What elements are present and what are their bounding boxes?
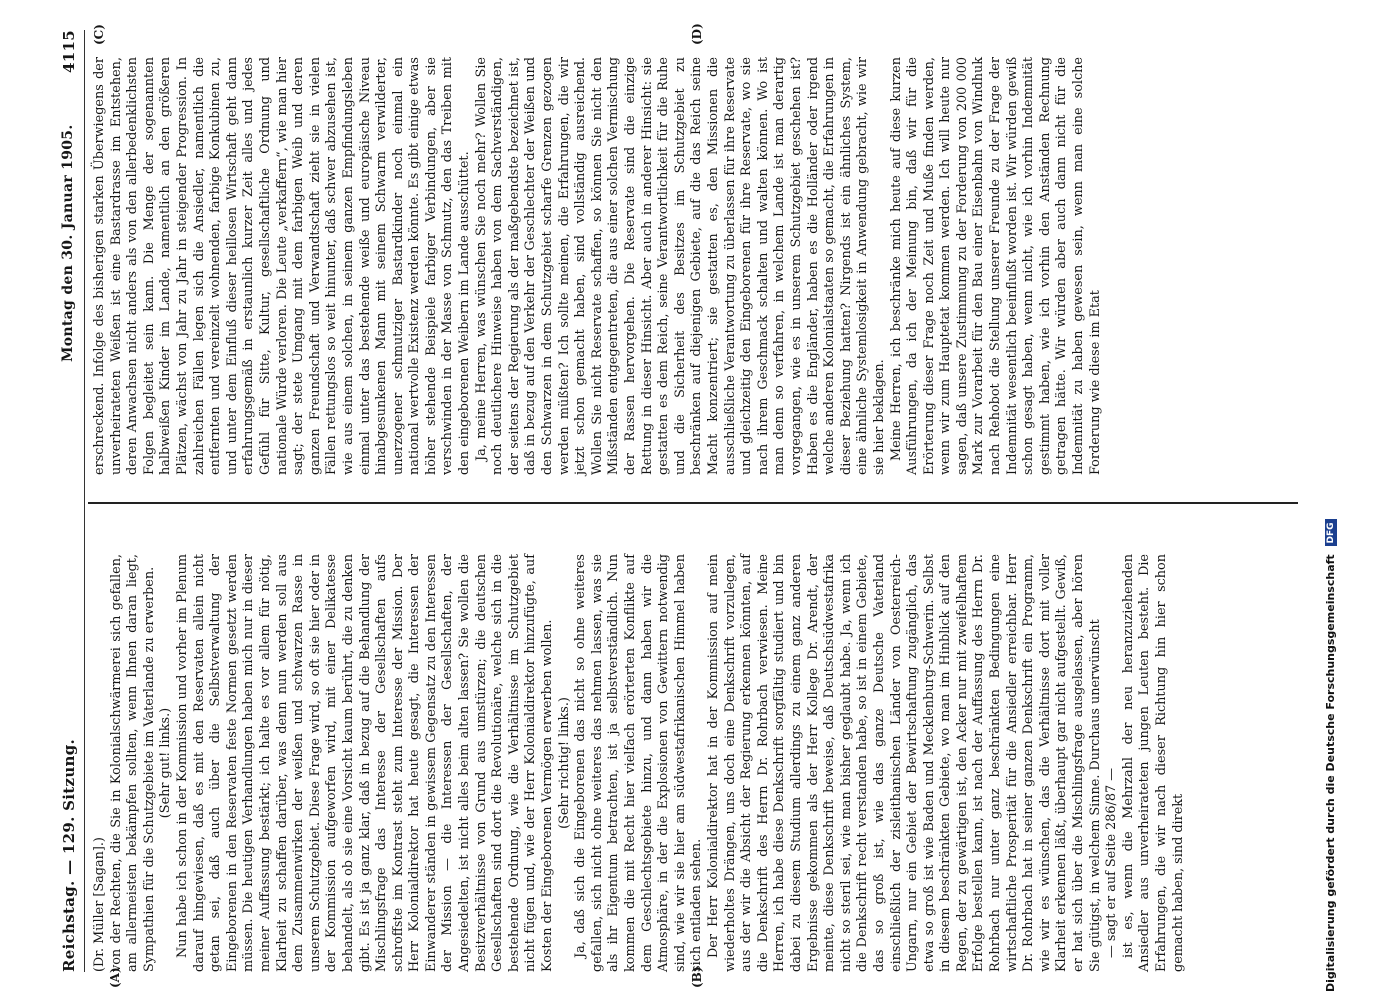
paragraph: Nun habe ich schon in der Kommission und vorher im Plenum darauf hingewiesen, daß es mit den Reservaten allein nicht getan sei, daß auch über die Selbstverwaltung der Eingeborenen in den Reservaten feste Normen gesetzt werden müssen. Die heutigen Verhandlungen haben mich nur in dieser meiner Auffassung bestärkt; ich halte es vor allem für nötig, Klarheit zu schaffen darüber, was denn nun werden soll aus dem Zusammenwirken der weißen und schwarzen Rasse in unserem Schutzgebiet. Diese Frage wird, so oft sie hier oder in der Kommission aufgeworfen wird, mit einer Delikatesse behandelt, als ob sie eine Vorsicht kaum berührt, die zu denken gibt. Es ist ja ganz klar, daß in bezug auf die Behandlung der Mischlingsfrage das Interesse der Gesellschaften aufs schroffste im Kontrast steht zum Interesse der Mission. Der Herr Kolonialdirektor hat heute gesagt, die Interessen der Einwanderer ständen in gewissem Gegensatz zu den Interessen der Mission — die Interessen der Gesellschaften, der Angesiedelten, ist nicht alles beim alten lassen? Sie wollen die Besitzverhältnisse von Grund aus umstürzen; die deutschen Gesellschaften sind dort die Revolutionäre, welche sich in die bestehende Ordnung, wie die Verhältnisse im Schutzgebiet nicht fügen und, wie der Herr Kolonialdirektor hinzufügte, auf Kosten der Eingeborenen Vermögen erwerben wollen. <box>174 554 556 972</box>
marker-b: (B) <box>690 966 704 988</box>
column-divider <box>88 502 1298 504</box>
marker-c: (C) <box>92 24 106 45</box>
paragraph: Meine Herren, ich beschränke mich heute auf diese kurzen Ausführungen, da ich der Meinung bin, daß wir für die Erörterung dieser Frage noch Zeit und Muße finden werden, wenn wir zum Hauptetat kommen werden. Ich will heute nur sagen, daß unsere Zustimmung zu der Forderung von 200 000 Mark zur Vorarbeit für den Bau einer Eisenbahn von Windhuk nach Rehobot die Stellung unserer Freunde zu der Frage der Indemnität wesentlich beeinflußt worden ist. Wir würden gewiß schon gesagt haben, wenn nicht, wie ich vorhin Indemnität gestimmt haben, wie ich vorhin den Anständen Rechnung getragen hätte. Wir würden aber auch dann nicht für die Indemnität zu haben gewesen sein, wenn man eine solche Forderung wie diese im Etat <box>888 57 1103 475</box>
paragraph: ist es, wenn die Mehrzahl der neu heranzuziehenden Ansiedler aus unverheirateten jungen Leuten besteht. Die Erfahrungen, die wir nach dieser Richtung hin hier schon gemacht haben, sind direkt <box>1120 554 1186 972</box>
right-column <box>92 57 1104 475</box>
paragraph: Der Herr Kolonialdirektor hat in der Kommission auf mein wiederholtes Drängen, uns doch eine Denkschrift vorzulegen, aus der wir die Absicht der Regierung erkennen könnten, auf die Denkschrift des Herrn Dr. Rohrbach verwiesen. Meine Herren, ich habe diese Denkschrift sorgfältig studiert und bin dabei zu diesem Studium allerdings zu einem ganz anderen Ergebnisse gekommen als der Herr Kollege Dr. Arendt, der meinte, diese Denkschrift beweise, daß Deutschsüdwestafrika nicht so steril sei, wie man bisher geglaubt habe. Ja, wenn ich die Denkschrift recht verstanden habe, so ist in einem Gebiete, das so groß ist, wie das ganze Deutsche Vaterland einschließlich der zisleithanischen Länder von Oesterreich-Ungarn, nur ein Gebiet der Bewirtschaftung zugänglich, das etwa so groß ist wie Baden und Mecklenburg-Schwerin. Selbst in diesem beschränkten Gebiete, wo man im Hinblick auf den Regen, der zu gewärtigen ist, den Acker nur mit zweifelhaftem Erfolge bestellen kann, ist nach der Auffassung des Herrn Dr. Rohrbach nur unter ganz beschränkten Bedingungen eine wirtschaftliche Prosperität für die Ansiedler erreichbar. Herr Dr. Rohrbach hat in seiner ganzen Denkschrift ein Programm, wie wir es wünschen, das die Verhältnisse dort mit voller Klarheit erkennen läßt, überhaupt gar nicht aufgestellt. Gewiß, er hat sich über die Mischlingsfrage ausgelassen, aber hören Sie gütigst, in welchem Sinne. Durchaus unerwünscht <box>705 554 1103 972</box>
paragraph: Ja, meine Herren, was wünschen Sie noch mehr? Wollen Sie noch deutlichere Hinweise haben von dem Sachverständigen, der seitens der Regierung als der maßgebendste bezeichnet ist, daß in bezug auf den Verkehr der Geschlechter der Weißen und den Schwarzen in dem Schutzgebiet scharfe Grenzen gezogen werden müßten? Ich sollte meinen, die Erfahrungen, die wir jetzt schon gemacht haben, sind vollständig ausreichend. Wollen Sie nicht Reservate schaffen, so können Sie nicht den Mißständen entgegentreten, die aus einer solchen Vermischung der Rassen hervorgehen. Die Reservate sind die einzige Rettung in dieser Hinsicht. Aber auch in anderer Hinsicht: sie gestatten es dem Reich, seine Verantwortlichkeit für die Ruhe und die Sicherheit des Besitzes im Schutzgebiet zu beschränken auf diejenigen Gebiete, auf die das Reich seine Macht konzentriert; sie gestatten es, den Missionen die ausschließliche Verantwortung zu überlassen für ihre Reservate und gleichzeitig den Eingeborenen für ihre Reservate, wo sie nach ihrem Geschmack schalten und walten können. Wo ist man denn so verfahren, in welchem Lande ist man derartig vorgegangen, wie es in unserem Schutzgebiet geschehen ist? Haben es die Engländer, haben es die Holländer oder irgend welche anderen Kolonialstaaten so gemacht, die Erfahrungen in dieser Beziehung hatten? Nirgends ist ein ähnliches System, eine ähnliche Systemlosigkeit in Anwendung gebracht, wie wir sie hier beklagen. <box>473 57 887 475</box>
speaker-label: (Dr. Müller [Sagan].) <box>92 837 107 972</box>
digitization-credit <box>1324 52 1337 992</box>
paragraph: — sagt er auf Seite 286/87 — <box>1104 768 1120 958</box>
left-column <box>92 554 1187 972</box>
marker-a: (A) <box>108 967 122 988</box>
dfg-logo: DFG <box>1325 519 1337 546</box>
paragraph: Ja, daß sich die Eingeborenen das nicht so ohne weiteres gefallen, sich nicht ohne weiteres das nehmen lassen, was sie als ihr Eigentum betrachten, ist ja selbstverständlich. Nun kommen die mit Recht hier vielfach erörterten Konflikte auf dem Geschlechtsgebiete hinzu, und dann haben wir die Atmosphäre, in der die Explosionen von Gewittern notwendig sind, wie wir sie hier am südwestafrikanischen Himmel haben sich entladen sehen. <box>573 554 705 972</box>
session-date: Montag den 30. Januar 1905. <box>60 124 76 362</box>
paragraph: von der Rechten, die Sie in Kolonialschwärmerei sich gefallen, am allermeisten bekämpfen sollten, wenn Ihnen daran liegt, Sympathien für die Schutzgebiete im Vaterlande zu erwerben. <box>108 554 157 972</box>
paragraph: erschreckend. Infolge des bisherigen starken Überwiegens der unverheirateten Weißen ist eine Bastardrasse im Entstehen, deren Anwachsen nicht anders als von den allerbedenklichsten Folgen begleitet sein kann. Die Menge der sogenannten halbweißen Kinder im Lande, namentlich an den größeren Plätzen, wächst von Jahr zu Jahr in steigender Progression. In zahlreichen Fällen legen sich die Ansiedler, namentlich die entfernten und vereinzelt wohnenden, farbige Konkubinen zu, und unter dem Einfluß dieser heillosen Wirtschaft geht dann erfahrungsgemäß in erstaunlich kurzer Zeit alles und jedes Gefühl für Sitte, Kultur, gesellschaftliche Ordnung und nationale Würde verloren. Die Leute „verkaffern“, wie man hier sagt; der stete Umgang mit dem farbigen Weib und deren ganzen Freundschaft und Verwandtschaft zieht sie in vielen Fällen rettungslos so weit hinunter, daß schwer abzusehen ist, wie aus einem solchen, in seinem ganzen Empfindungsleben einmal unter das bestehende weiße und europäische Niveau hinabgesunkenen Mann mit seinem Schwarm verwilderter, unerzogener schmutziger Bastardkinder noch einmal ein national wertvolle Existenz werden könnte. Es gibt einige etwas höher stehende Beispiele farbiger Verbindungen, aber sie verschwinden in der Masse von Schmutz, den das Treiben mit den eingeborenen Weibern im Lande ausschüttet. <box>92 57 473 475</box>
session-title: Reichstag. — 129. Sitzung. <box>60 738 78 972</box>
credit-text: Digitalisierung gefördert durch die Deutsche Forschungsgemeinschaft <box>1324 554 1337 992</box>
header-rule <box>84 30 85 972</box>
interjection: (Sehr gut! links.) <box>158 707 174 819</box>
page-number: 4115 <box>60 30 78 73</box>
interjection: (Sehr richtig! links.) <box>556 697 572 829</box>
page-header <box>60 30 82 972</box>
marker-d: (D) <box>690 23 704 45</box>
